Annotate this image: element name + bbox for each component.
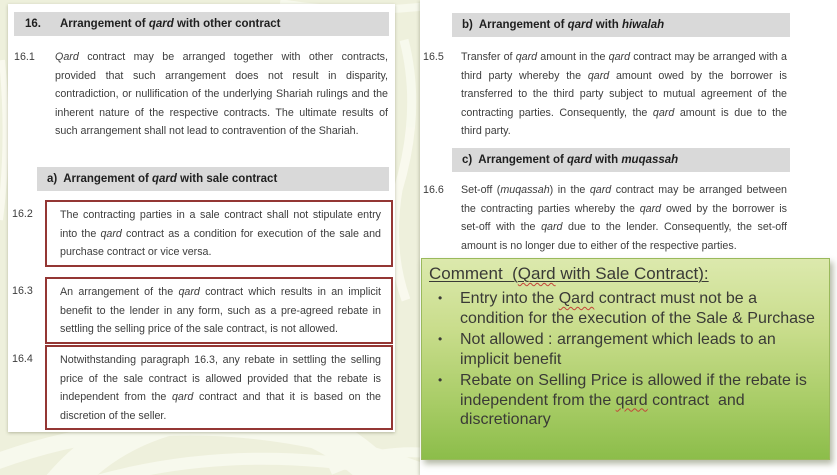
highlight-box-16-2: The contracting parties in a sale contract shall not stipulate entry into the qard contract as a condition for execution of the sale and purchase contract or vice versa. xyxy=(45,200,393,267)
subsection-title: c) Arrangement of qard with muqassah xyxy=(462,154,679,166)
highlight-box-16-3: An arrangement of the qard contract which results in an implicit benefit to the lender in any form, such as a pre-agreed rebate in settling the selling price of the sale contract, is not allowed. xyxy=(45,277,393,344)
bullet-icon: • xyxy=(438,332,443,346)
paragraph-16-4 xyxy=(12,345,395,430)
paragraph-16-3 xyxy=(12,277,395,344)
section-number: 16. xyxy=(25,18,41,30)
paragraph-number: 16.3 xyxy=(12,285,33,297)
comment-title: Comment (Qard with Sale Contract): xyxy=(429,264,709,283)
bullet-text: Not allowed : arrangement which leads to an implicit benefit xyxy=(460,331,781,368)
comment-bullet-1 xyxy=(429,289,819,328)
section-title: Arrangement of qard with other contract xyxy=(60,18,281,30)
subsection-title: b) Arrangement of qard with hiwalah xyxy=(462,19,665,31)
comment-bullet-3 xyxy=(429,371,819,430)
paragraph-number: 16.1 xyxy=(14,51,35,63)
bullet-text: Rebate on Selling Price is allowed if the rebate is independent from the qard contract and discretionary xyxy=(460,372,812,428)
paragraph-text: Qard contract may be arranged together with other contracts, provided that such arrangement does not result in disparity, contradiction, or nullification of the underlying Shariah rulings and the inherent nature of the respective contracts. The ultimate results of such arrangement shall not lead to contravention of the Shariah. xyxy=(55,51,388,137)
comment-bullet-2 xyxy=(429,330,819,369)
paragraph-16-5 xyxy=(423,48,789,141)
document-page-left xyxy=(8,4,395,432)
comment-box xyxy=(421,258,830,460)
paragraph-number: 16.6 xyxy=(423,184,444,196)
bullet-text: Entry into the Qard contract must not be a condition for the execution of the Sale & Purchase xyxy=(460,290,815,327)
paragraph-number: 16.4 xyxy=(12,353,33,365)
paragraph-16-2 xyxy=(12,200,395,267)
bullet-icon: • xyxy=(438,373,443,387)
section-16-heading xyxy=(14,12,389,36)
bullet-icon: • xyxy=(438,291,443,305)
subsection-b-heading xyxy=(452,13,790,37)
subsection-c-heading xyxy=(452,148,790,172)
paragraph-number: 16.2 xyxy=(12,208,33,220)
subsection-a-heading xyxy=(37,167,389,191)
paragraph-number: 16.5 xyxy=(423,51,444,63)
paragraph-16-1 xyxy=(14,48,388,141)
paragraph-16-6 xyxy=(423,181,789,255)
paragraph-text: Transfer of qard amount in the qard contract may be arranged with a third party whereby the qard amount owed by the borrower is transferred to the third party subject to mutual agreement of the contracting parties. Consequently, the qard amount is due to the third party. xyxy=(461,51,788,137)
subsection-title: a) Arrangement of qard with sale contract xyxy=(47,173,278,185)
paragraph-text: Set-off (muqassah) in the qard contract may be arranged between the contracting parties whereby the qard owed by the borrower is set-off with the qard due to the lender. Consequently, the set-off amount is no longer due to either of the respective parties. xyxy=(461,184,787,252)
highlight-box-16-4: Notwithstanding paragraph 16.3, any rebate in settling the selling price of the sale contract is allowed provided that the rebate is independent from the qard contract and that it is based on the discretion of the seller. xyxy=(45,345,393,430)
